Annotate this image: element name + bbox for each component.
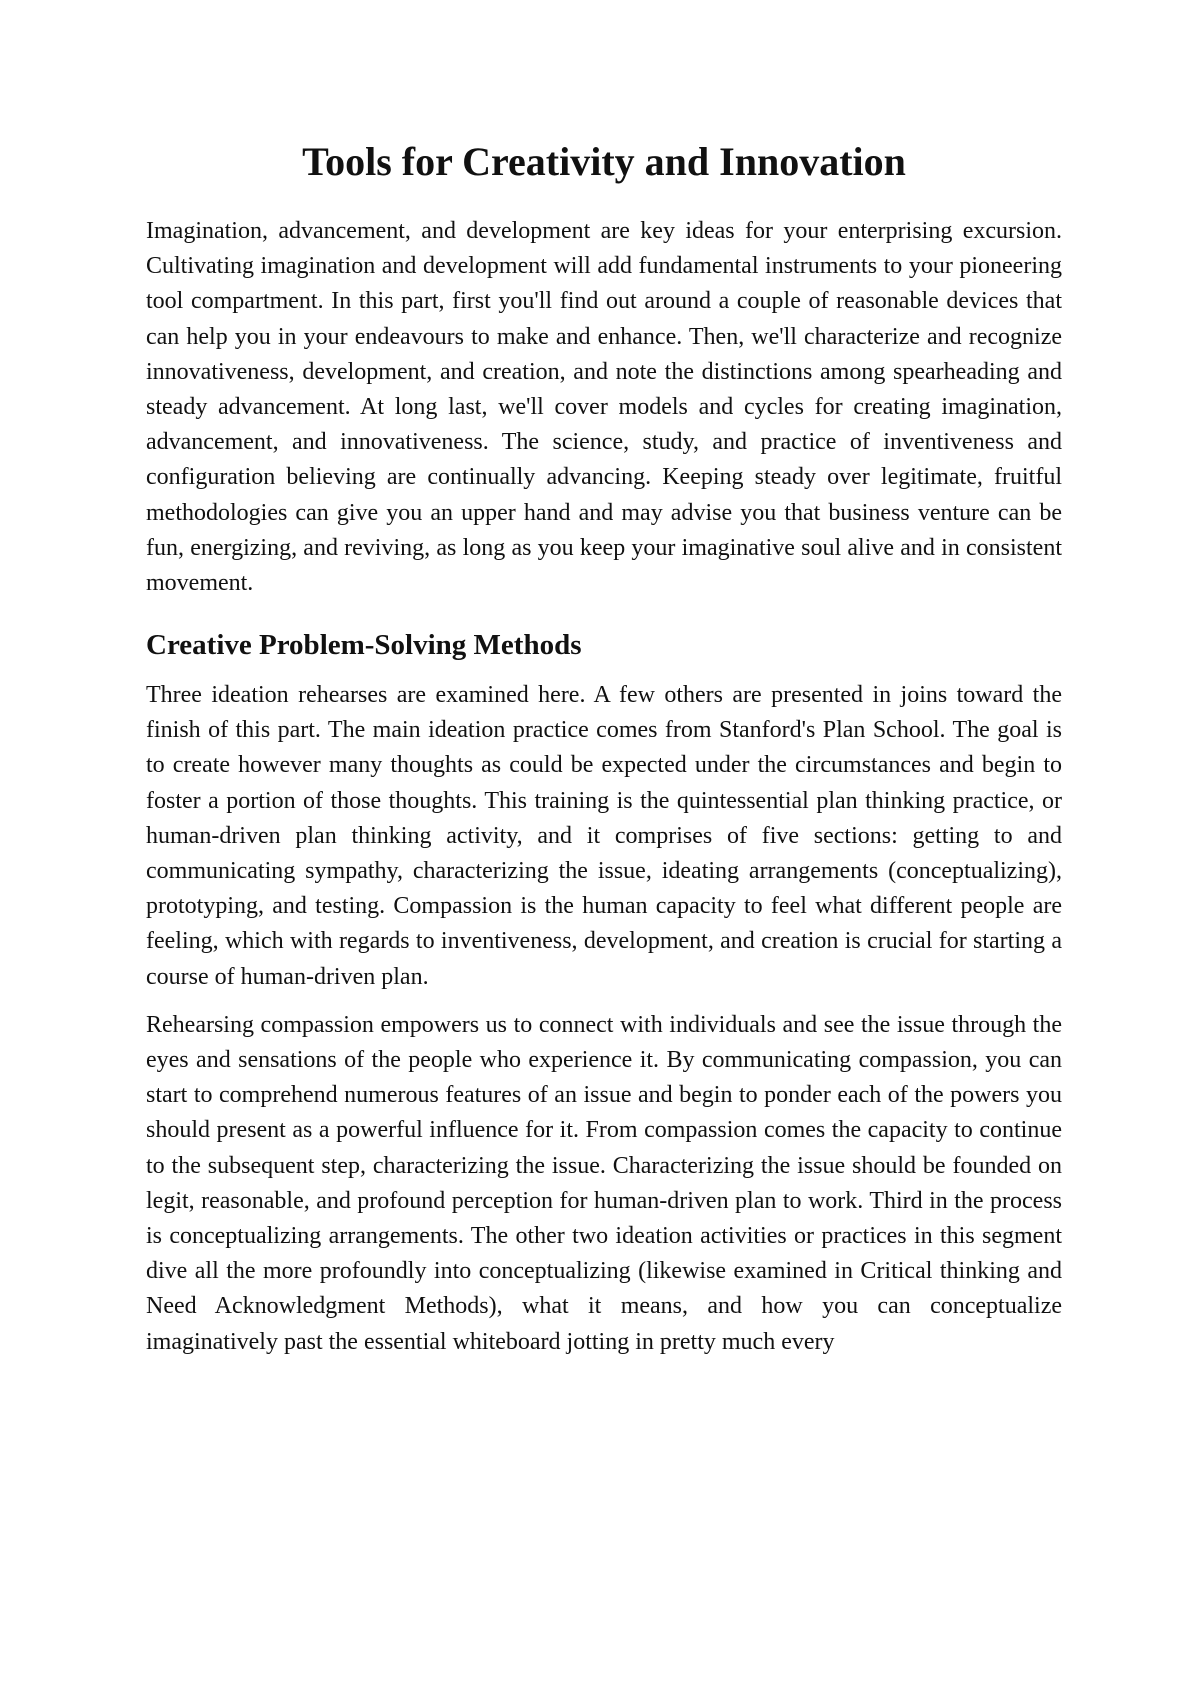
- section-paragraph-1: Three ideation rehearses are examined here. A few others are presented in joins toward the finish of this part. The main ideation practice comes from Stanford's Plan School. The goal is to create however many thoughts as could be expected under the circumstances and begin to foster a portion of those thoughts. This training is the quintessential plan thinking practice, or human-driven plan thinking activity, and it comprises of five sections: getting to and communicating sympathy, characterizing the issue, ideating arrangements (conceptualizing), prototyping, and testing. Compassion is the human capacity to feel what different people are feeling, which with regards to inventiveness, development, and creation is crucial for starting a course of human-driven plan.: [146, 681, 1062, 990]
- document-page: [146, 138, 1062, 1373]
- document-title: Tools for Creativity and Innovation: [302, 139, 906, 184]
- intro-paragraph: Imagination, advancement, and development are key ideas for your enterprising excursion. Cultivating imagination and development will add fundamental instruments to your pioneering tool compartment. In this part, first you'll find out around a couple of reasonable devices that can help you in your endeavours to make and enhance. Then, we'll characterize and recognize innovativeness, development, and creation, and note the distinctions among spearheading and steady advancement. At long last, we'll cover models and cycles for creating imagination, advancement, and innovativeness. The science, study, and practice of inventiveness and configuration believing are continually advancing. Keeping steady over legitimate, fruitful methodologies can give you an upper hand and may advise you that business venture can be fun, energizing, and reviving, as long as you keep your imaginative soul alive and in consistent movement.: [146, 218, 1062, 597]
- section-heading: Creative Problem-Solving Methods: [146, 629, 582, 662]
- section-paragraph-2: Rehearsing compassion empowers us to connect with individuals and see the issue through the eyes and sensations of the people who experience it. By communicating compassion, you can start to comprehend numerous features of an issue and begin to ponder each of the powers you should present as a powerful influence for it. From compassion comes the capacity to continue to the subsequent step, characterizing the issue. Characterizing the issue should be founded on legit, reasonable, and profound perception for human-driven plan to work. Third in the process is conceptualizing arrangements. The other two ideation activities or practices in this segment dive all the more profoundly into conceptualizing (likewise examined in Critical thinking and Need Acknowledgment Methods), what it means, and how you can conceptualize imaginatively past the essential whiteboard jotting in pretty much every: [146, 1011, 1062, 1355]
